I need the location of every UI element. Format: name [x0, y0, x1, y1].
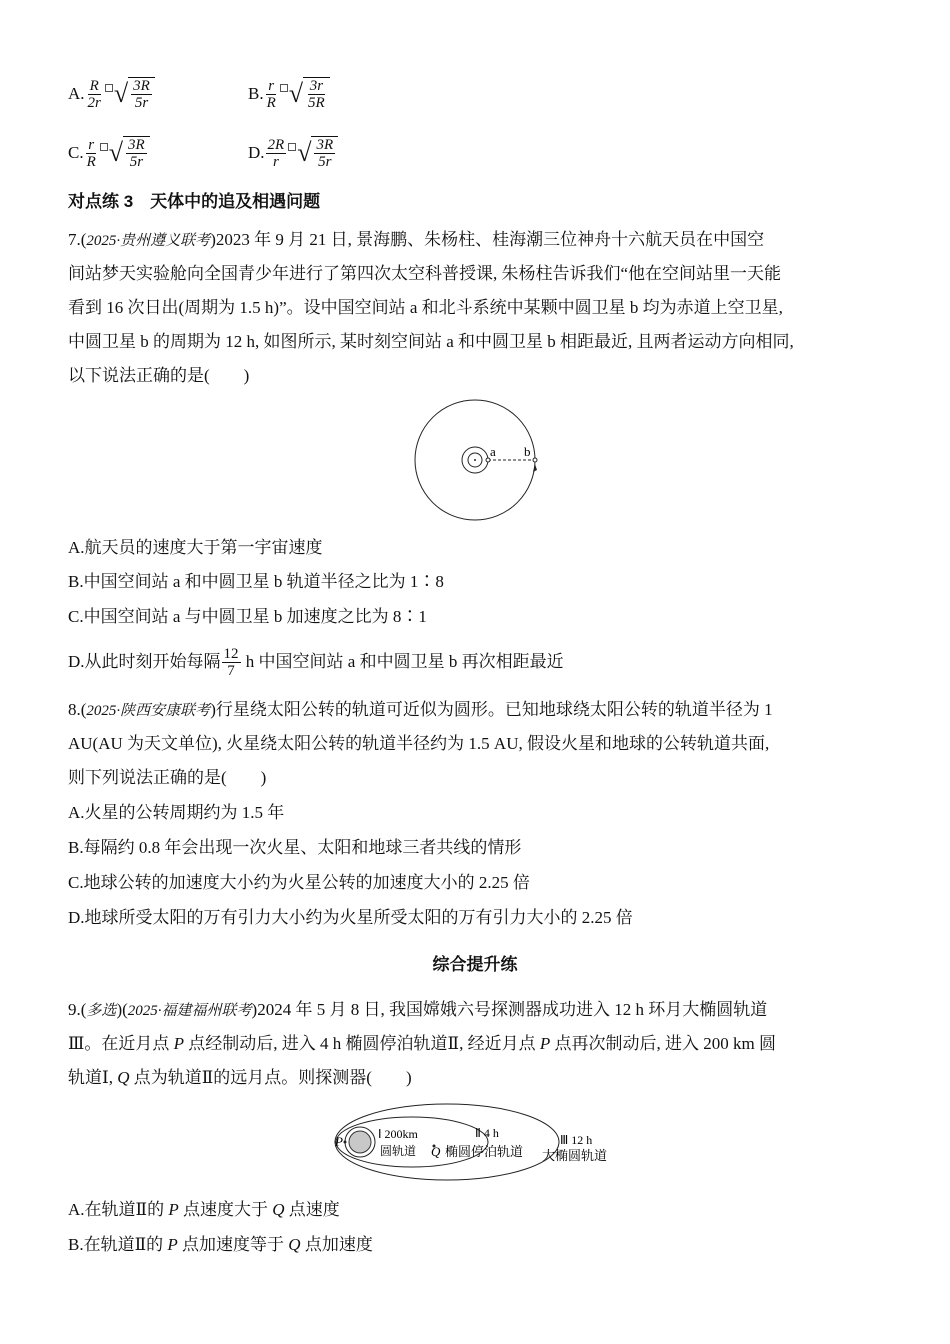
numerator: 2R — [267, 136, 285, 153]
q7-option-b: B.中国空间站 a 和中圆卫星 b 轨道半径之比为 1∶8 — [68, 572, 444, 591]
point-p: P — [167, 1235, 178, 1254]
q8-stem-line-2: AU(AU 为天文单位), 火星绕太阳公转的轨道半径约为 1.5 AU, 假设火星和地球的公转轨道共面, — [68, 734, 770, 753]
label-b: b — [524, 444, 531, 459]
question-source: 2025·福建福州联考 — [127, 1003, 252, 1019]
question-number: 9.( — [68, 1000, 87, 1019]
fig-label-ii-1: Ⅱ 4 h — [475, 1126, 499, 1140]
denominator: 5r — [129, 154, 144, 170]
label-a: a — [490, 444, 496, 459]
stem-text: 点再次制动后, 进入 200 km 圆 — [550, 1034, 776, 1053]
point-p: P — [173, 1034, 185, 1053]
q6-option-a — [68, 72, 155, 116]
point-q: Q — [117, 1068, 130, 1087]
fig-label-iii-1: Ⅲ 12 h — [560, 1133, 593, 1147]
q8-option-c: C.地球公转的加速度大小约为火星公转的加速度大小的 2.25 倍 — [68, 873, 530, 892]
option-text: h 中国空间站 a 和中圆卫星 b 再次相距最近 — [241, 652, 564, 671]
placeholder-box — [280, 84, 288, 92]
option-label: D. — [248, 143, 265, 162]
q7-stem-line-3: 看到 16 次日出(周期为 1.5 h)”。设中国空间站 a 和北斗系统中某颗中圆卫星 b 均为赤道上空卫星, — [68, 298, 783, 317]
q6-option-b — [248, 72, 330, 116]
cube-root: √ $\frac{3R}{5r}$ — [114, 77, 155, 111]
orbit-figure — [405, 398, 555, 524]
denominator: R — [266, 94, 276, 111]
q9-stem-line-1 — [68, 998, 767, 1023]
section-heading: 对点练 3 天体中的追及相遇问题 — [68, 192, 321, 211]
fig-label-iii-2: 大椭圆轨道 — [542, 1148, 608, 1163]
stem-text: 点经制动后, 进入 4 h 椭圆停泊轨道Ⅱ, 经近月点 — [184, 1034, 540, 1053]
option-label: B. — [248, 84, 264, 103]
point-p: P — [539, 1034, 551, 1053]
point-q: Q — [288, 1235, 301, 1254]
option-label: C. — [68, 143, 84, 162]
stem-text: )2023 年 9 月 21 日, 景海鹏、朱杨柱、桂海潮三位神舟十六航天员在中国空 — [210, 230, 765, 249]
q7-stem-line-2: 间站梦天实验舱向全国青少年进行了第四次太空科普授课, 朱杨柱告诉我们“他在空间站里一天能 — [68, 264, 782, 283]
placeholder-box — [288, 143, 296, 151]
multi-select-tag: 多选 — [86, 1003, 117, 1019]
fig-label-q: Q — [431, 1144, 441, 1159]
q7-stem-line-1 — [68, 228, 764, 253]
q8-stem-line-1 — [68, 698, 773, 723]
earth-center — [474, 459, 476, 461]
question-source: 2025·贵州遵义联考 — [86, 233, 211, 249]
denominator: 5r — [318, 154, 332, 170]
numerator: 12 — [223, 645, 239, 662]
cube-root: √ $\frac{3r}{5R}$ — [289, 77, 330, 111]
fig-label-i-1: Ⅰ 200km — [378, 1127, 418, 1141]
question-number: 8.( — [68, 700, 87, 719]
numerator: r — [88, 136, 95, 153]
fraction — [222, 646, 241, 679]
stem-text: )行星绕太阳公转的轨道可近似为圆形。已知地球绕太阳公转的轨道半径为 1 — [210, 700, 773, 719]
q7-option-d — [68, 640, 564, 684]
fraction — [85, 137, 98, 170]
denominator: 5R — [308, 95, 325, 111]
option-text: D.从此时刻开始每隔 — [68, 652, 221, 671]
lunar-orbit-figure — [330, 1100, 630, 1188]
fig-label-p: P — [335, 1134, 343, 1149]
q9-stem-line-2 — [68, 1032, 776, 1056]
stem-text: 轨道Ⅰ, — [68, 1068, 118, 1087]
option-text: 点速度大于 — [178, 1200, 273, 1219]
option-text: 点加速度等于 — [177, 1235, 289, 1254]
q7-option-c: C.中国空间站 a 与中圆卫星 b 加速度之比为 8∶1 — [68, 607, 427, 626]
fraction — [265, 78, 278, 111]
cube-root: √ $\frac{3R}{5r}$ — [109, 136, 150, 170]
option-text: 点速度 — [284, 1200, 340, 1219]
denominator: 2r — [87, 94, 101, 111]
q9-option-a — [68, 1198, 340, 1222]
question-number: 7.( — [68, 230, 87, 249]
point-q: Q — [272, 1200, 285, 1219]
stem-text: 点为轨道Ⅱ的远月点。则探测器( ) — [129, 1068, 412, 1087]
fig-label-ii-2: 椭圆停泊轨道 — [445, 1144, 524, 1159]
fraction — [86, 78, 103, 111]
q8-option-a: A.火星的公转周期约为 1.5 年 — [68, 803, 285, 822]
q8-option-b: B.每隔约 0.8 年会出现一次火星、太阳和地球三者共线的情形 — [68, 838, 522, 857]
option-label: A. — [68, 84, 85, 103]
moon-icon — [349, 1131, 371, 1153]
q6-option-c — [68, 131, 150, 175]
fraction — [266, 137, 287, 170]
q7-stem-line-5: 以下说法正确的是( ) — [68, 366, 250, 385]
paren: )( — [116, 1000, 128, 1019]
q7-option-a: A.航天员的速度大于第一宇宙速度 — [68, 538, 323, 557]
point-p-dot — [344, 1141, 347, 1144]
q6-option-d — [248, 131, 338, 175]
cube-root: √ $\frac{3R}{5r}$ — [297, 136, 338, 170]
q9-option-b — [68, 1233, 373, 1257]
denominator: R — [86, 153, 96, 170]
q9-stem-line-3 — [68, 1066, 412, 1090]
option-text: B.在轨道Ⅱ的 — [68, 1235, 168, 1254]
section-heading-comprehensive: 综合提升练 — [432, 955, 518, 974]
denominator: 5r — [134, 95, 149, 111]
denominator: r — [272, 153, 279, 170]
point-p: P — [168, 1200, 179, 1219]
placeholder-box — [105, 84, 113, 92]
satellite-b-dot — [533, 458, 537, 462]
stem-text: Ⅲ。在近月点 — [68, 1034, 174, 1053]
stem-text: )2024 年 5 月 8 日, 我国嫦娥六号探测器成功进入 12 h 环月大椭圆轨道 — [251, 1000, 768, 1019]
numerator: 3r — [309, 78, 324, 94]
numerator: 3R — [128, 137, 145, 153]
q8-stem-line-3: 则下列说法正确的是( ) — [68, 768, 267, 787]
fig-label-i-2: 圆轨道 — [380, 1144, 417, 1158]
numerator: 3R — [316, 137, 334, 153]
denominator: 7 — [227, 662, 235, 679]
placeholder-box — [100, 143, 108, 151]
option-text: 点加速度 — [300, 1235, 373, 1254]
arrow-icon — [533, 464, 537, 472]
numerator: 3R — [133, 78, 150, 94]
numerator: r — [268, 77, 275, 94]
numerator: R — [89, 77, 99, 94]
q8-option-d: D.地球所受太阳的万有引力大小约为火星所受太阳的万有引力大小的 2.25 倍 — [68, 908, 633, 927]
q7-stem-line-4: 中圆卫星 b 的周期为 12 h, 如图所示, 某时刻空间站 a 和中圆卫星 b 相距最近, 且两者运动方向相同, — [68, 332, 794, 351]
question-source: 2025·陕西安康联考 — [86, 703, 211, 719]
option-text: A.在轨道Ⅱ的 — [68, 1200, 169, 1219]
